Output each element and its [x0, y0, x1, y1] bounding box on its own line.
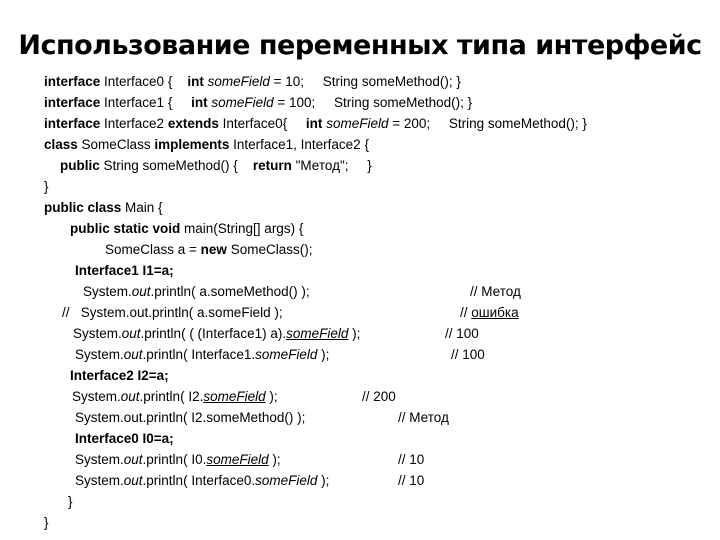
code-line: public String someMethod() { return "Метод"; }: [60, 158, 372, 173]
code-line: interface Interface2 extends Interface0{ int someField = 200; String someMethod(); }: [44, 116, 587, 131]
code-line: public class Main {: [44, 200, 163, 215]
code-line: System.out.println( ( (Interface1) a).someField );: [73, 326, 361, 341]
code-line: }: [68, 494, 73, 509]
code-line: Interface2 I2=a;: [70, 368, 169, 383]
code-line: // System.out.println( a.someField );: [62, 305, 283, 320]
code-line: }: [44, 515, 49, 530]
code-line: interface Interface1 { int someField = 100; String someMethod(); }: [44, 95, 473, 110]
code-comment: // Метод: [398, 410, 449, 425]
code-line: System.out.println( I0.someField );: [75, 452, 281, 467]
code-line: System.out.println( I2.someField );: [72, 389, 278, 404]
code-line: System.out.println( a.someMethod() );: [83, 284, 310, 299]
code-comment: // Метод: [470, 284, 521, 299]
code-line: interface Interface0 { int someField = 10; String someMethod(); }: [44, 74, 461, 89]
code-line: }: [44, 179, 49, 194]
code-line: public static void main(String[] args) {: [70, 221, 304, 236]
code-line: System.out.println( Interface1.someField );: [75, 347, 330, 362]
code-comment: // 10: [398, 473, 425, 488]
code-comment: // 10: [398, 452, 425, 467]
code-line: Interface1 I1=a;: [75, 263, 174, 278]
code-comment: // 200: [362, 389, 396, 404]
slide-title: Использование переменных типа интерфейс: [18, 30, 702, 61]
code-line: SomeClass a = new SomeClass();: [105, 242, 313, 257]
code-line: System.out.println( I2.someMethod() );: [75, 410, 306, 425]
code-line: Interface0 I0=a;: [75, 431, 174, 446]
code-comment: // ошибка: [460, 305, 519, 320]
code-line: class SomeClass implements Interface1, Interface2 {: [44, 137, 369, 152]
code-comment: // 100: [445, 326, 479, 341]
code-comment: // 100: [451, 347, 485, 362]
code-line: System.out.println( Interface0.someField );: [75, 473, 330, 488]
